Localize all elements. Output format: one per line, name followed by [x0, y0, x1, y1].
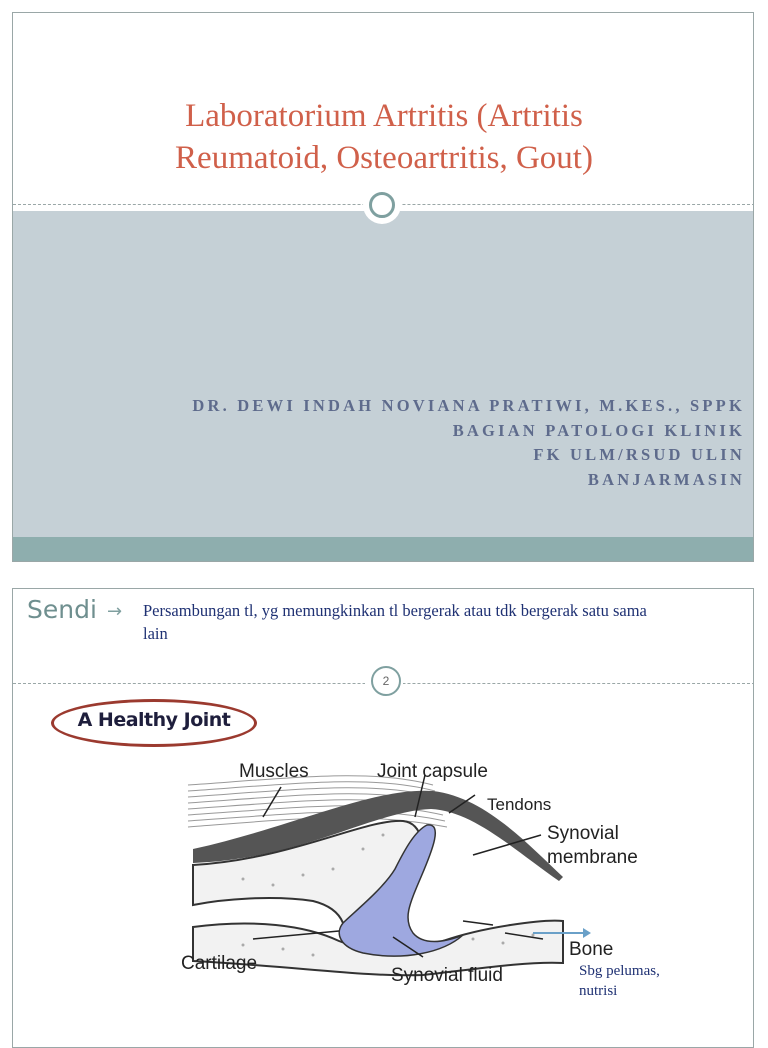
label-muscles: Muscles — [239, 761, 309, 782]
slide-heading: Sendi — [27, 595, 97, 624]
label-synovial-membrane-1: Synovial — [547, 823, 619, 844]
author-name: DR. DEWI INDAH NOVIANA PRATIWI, M.KES., SPPK — [192, 396, 745, 415]
page-number: 2 — [371, 666, 401, 696]
label-cartilage: Cartilage — [181, 953, 258, 974]
author-department: BAGIAN PATOLOGI KLINIK — [452, 420, 745, 440]
figure-title: A Healthy Joint — [77, 709, 231, 731]
author-block — [192, 394, 745, 492]
definition-text: Persambungan tl, yg memungkinkan tl bergerak atau tdk bergerak satu sama lain — [143, 601, 647, 643]
content-slide — [12, 588, 754, 1048]
arrow-right-icon: → — [107, 601, 123, 622]
label-synovial-membrane-2: membrane — [547, 847, 638, 868]
label-bone: Bone — [569, 939, 614, 960]
title-slide — [12, 12, 754, 562]
note-text — [579, 961, 660, 1001]
label-joint-capsule: Joint capsule — [377, 761, 488, 782]
note-line-1: Sbg pelumas, — [579, 963, 660, 979]
author-institution: FK ULM/RSUD ULIN — [533, 445, 745, 464]
note-line-2: nutrisi — [579, 983, 618, 999]
label-tendons: Tendons — [487, 795, 552, 814]
slide-title — [13, 95, 754, 179]
label-synovial-fluid: Synovial fluid — [391, 965, 503, 986]
title-line-2: Reumatoid, Osteoartritis, Gout) — [175, 140, 593, 176]
page-number-badge — [365, 666, 403, 700]
author-city: BANJARMASIN — [587, 469, 745, 489]
divider-ring-icon — [363, 186, 401, 224]
title-line-1: Laboratorium Artritis (Artritis — [185, 98, 583, 134]
footer-bar — [13, 537, 754, 562]
